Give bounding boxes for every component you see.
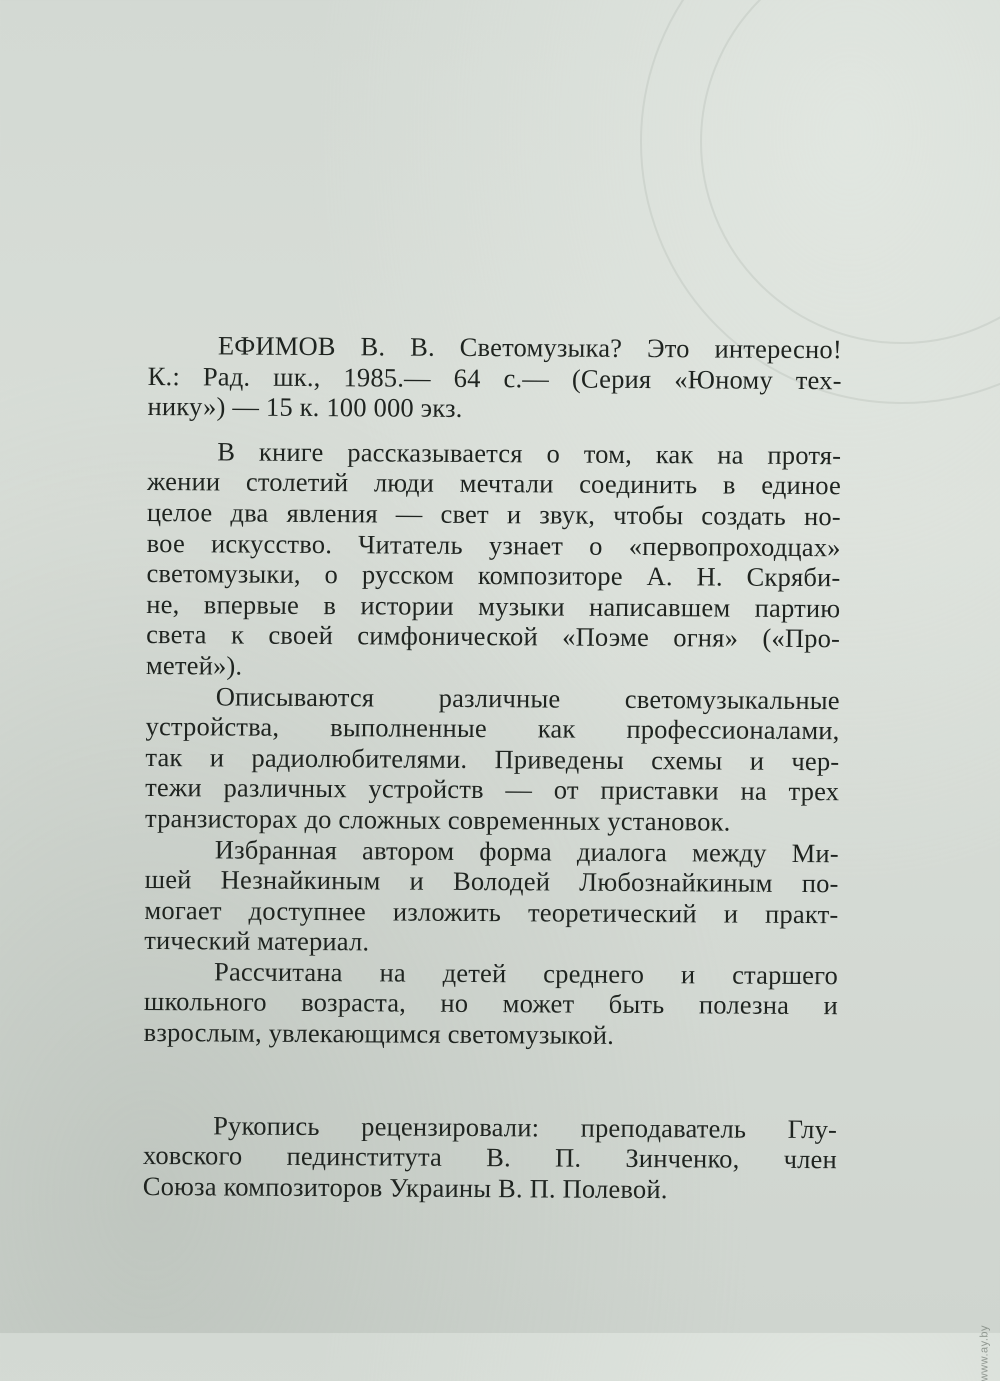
citation-line-1: ЕФИМОВ В. В. Светомузыка? Это интересно! — [217, 330, 842, 365]
paragraph-line: не, впервые в истории музыки написавшем партию — [146, 588, 841, 623]
reviewers-line: Союза композиторов Украины В. П. Полевой. — [142, 1170, 668, 1205]
paragraph-line: метей»). — [145, 649, 243, 681]
citation-line-3: нику») — 15 к. 100 000 экз. — [147, 391, 463, 424]
paragraph-line: школьного возраста, но может быть полезна и — [143, 986, 838, 1021]
citation-line-2: К.: Рад. шк., 1985.— 64 с.— (Серия «Юному тех- — [147, 360, 842, 395]
paragraph-line: вое искусство. Читатель узнает о «первопроходцах» — [146, 527, 841, 562]
paragraph-line: тежи различных устройств — от приставки на трех — [145, 772, 840, 807]
paragraph-line: светомузыки, о русском композиторе А. Н. Скряби- — [146, 558, 841, 593]
paragraph-line: Рассчитана на детей среднего и старшего — [213, 956, 839, 991]
paragraph-line: света к своей симфонической «Поэме огня» («Про- — [146, 619, 841, 654]
paragraph-line: устройства, выполненные как профессионалами, — [145, 711, 840, 746]
reviewers-line: Рукопись рецензировали: преподаватель Глу- — [213, 1110, 838, 1144]
paragraph-line: так и радиолюбителями. Приведены схемы и чер- — [145, 741, 840, 776]
citation-block — [147, 330, 842, 426]
paragraph-line: тический материал. — [144, 925, 370, 957]
paragraph-line: шей Незнайкиным и Володей Любознайкиным по- — [144, 864, 839, 899]
paragraph-line: В книге рассказывается о том, как на протя- — [217, 436, 842, 471]
paragraph-line: жении столетий люди мечтали соединить в единое — [146, 466, 842, 501]
reviewers-line: ховского пединститута В. П. Зинченко, член — [142, 1140, 838, 1175]
paragraph-line: взрослым, увлекающимся светомузыкой. — [143, 1017, 615, 1050]
bibliographic-annotation — [143, 330, 842, 1206]
paragraph-line: могает доступнее изложить теоретический и практ- — [144, 894, 839, 929]
cover-emboss-ring — [700, 0, 1000, 344]
paragraph-3 — [144, 833, 839, 960]
paragraph-line: транзисторах до сложных современных установок. — [144, 802, 731, 837]
paragraph-4 — [144, 956, 839, 1052]
site-watermark: www.ay.by — [978, 1325, 990, 1381]
paragraph-1 — [146, 436, 841, 685]
paragraph-line: целое два явления — свет и звук, чтобы создать но- — [146, 496, 841, 532]
paragraph-line: Описываются различные светомузыкальные — [215, 680, 840, 715]
paragraph-2 — [145, 681, 840, 838]
reviewers-note — [143, 1110, 838, 1206]
paragraph-line: Избранная автором форма диалога между Ми- — [214, 833, 839, 868]
